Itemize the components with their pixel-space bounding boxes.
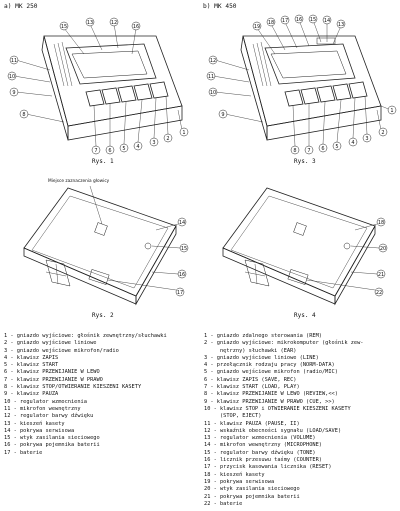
figure-2-callouts — [176, 218, 188, 296]
figure-b-header: b) MK 450 — [203, 3, 237, 10]
legend-item: 12 - regulator barwy dźwięku — [4, 413, 94, 420]
legend-item: 7 - klawisz START (LOAD, PLAY) — [204, 384, 300, 391]
callout: 15 — [309, 17, 317, 23]
callout: 11 — [10, 58, 18, 64]
callout: 7 — [307, 148, 311, 154]
callout: 16 — [295, 17, 303, 23]
callout: 3 — [152, 140, 156, 146]
legend-item: 9 - klawisz PRZEWIJANIE W PRAWO (CUE, >>) — [204, 398, 335, 405]
legend-item: 11 - mikrofon wewnętrzny — [4, 405, 81, 412]
callout: 8 — [22, 112, 26, 118]
figure-2-drawing — [6, 168, 196, 318]
callout: 9 — [221, 112, 225, 118]
figure-3-drawing — [205, 14, 397, 164]
figure-a-header: a) MK 250 — [4, 3, 38, 10]
figure-4-callouts — [375, 218, 387, 296]
legend-item: 1 - gniazdo zdalnego sterowania (REM) — [204, 333, 322, 339]
legend-item: 1 - gniazdo wyjściowe: głośnik zewnętrzny/słuchawki — [4, 333, 167, 339]
callout: 8 — [293, 148, 297, 154]
callout: 13 — [337, 22, 345, 28]
callout: 12 — [110, 20, 118, 26]
callout: 5 — [122, 146, 126, 152]
figure-3-caption: Rys. 3 — [294, 158, 316, 165]
legend-item: 15 - regulator barwy dźwięku (TONE) — [204, 449, 316, 456]
callout: 4 — [351, 140, 355, 146]
legend-item: 3 - gniazdo wejściowe mikrofon/radio — [4, 347, 119, 354]
callout: 21 — [377, 272, 385, 278]
callout: 15 — [60, 24, 68, 30]
legend-left — [4, 333, 200, 457]
callout: 1 — [182, 130, 186, 136]
legend-item: 4 - klawisz ZAPIS — [4, 354, 59, 361]
legend-item: 18 - kieszeń kasety — [204, 471, 265, 478]
legend-item: 8 - klawisz STOP/OTWIERANIE KIESZENI KASETY — [4, 384, 142, 391]
figure-1-callouts — [8, 18, 188, 154]
figure-4-caption: Rys. 4 — [294, 312, 316, 319]
legend-item: 9 - klawisz PAUZA — [4, 391, 59, 398]
legend-item: 14 - pokrywa serwisowa — [4, 427, 75, 434]
callout: 7 — [94, 148, 98, 154]
legend-item: 22 - baterie — [204, 500, 243, 507]
legend-item: 12 - wskaźnik obecności sygnału (LOAD/SAVE) — [204, 427, 342, 434]
cassette-recorder-body-1 — [42, 36, 182, 140]
callout: 1 — [390, 108, 394, 114]
legend-item: 10 - regulator wzmocnienia — [4, 398, 87, 405]
callout: 18 — [377, 220, 385, 226]
callout: 16 — [132, 24, 140, 30]
callout: 5 — [335, 144, 339, 150]
cassette-recorder-body-3 — [241, 36, 381, 140]
legend-item: 19 - pokrywa serwisowa — [204, 478, 275, 485]
callout: 11 — [207, 74, 215, 80]
figure-1-caption: Rys. 1 — [92, 158, 114, 165]
legend-item: 16 - pokrywa pojemnika baterii — [4, 442, 100, 449]
callout: 22 — [375, 290, 383, 296]
callout: 3 — [365, 136, 369, 142]
callout: 10 — [209, 90, 217, 96]
callout: 14 — [323, 18, 331, 24]
callout: 10 — [8, 74, 16, 80]
callout: 6 — [321, 146, 325, 152]
legend-item: 7 - klawisz PRZEWIJANIE W PRAWO — [4, 376, 103, 383]
legend-item: (STOP, EJECT) — [204, 413, 262, 420]
legend-item: 5 - klawisz START — [4, 362, 59, 369]
legend-item: nętrzny) słuchawki (EAR) — [204, 347, 297, 354]
callout: 17 — [176, 290, 184, 296]
legend-item: 2 - gniazdo wyjściowe liniowe — [4, 340, 97, 347]
callout: 14 — [178, 220, 186, 226]
callout: 15 — [180, 246, 188, 252]
callout: 2 — [166, 136, 170, 142]
legend-item: 15 - wtyk zasilania sieciowego — [4, 435, 100, 442]
callout: 6 — [108, 148, 112, 154]
callout: 16 — [178, 272, 186, 278]
legend-item: 14 - mikrofon wewnętrzny (MICROPHONE) — [204, 442, 322, 449]
legend-item: 8 - klawisz PRZEWIJANIE W LEWO (REVIEW,<<) — [204, 391, 338, 398]
legend-item: 2 - gniazdo wyjściowe: mikrokomputer (głośnik zew- — [204, 340, 364, 347]
legend-item: 17 - przycisk kasowania licznika (RESET) — [204, 464, 332, 471]
callout: 13 — [86, 20, 94, 26]
callout: 2 — [381, 130, 385, 136]
legend-item: 10 - klawisz STOP i OTWIERANIE KIESZENI KASETY — [204, 405, 351, 412]
legend-item: 6 - klawisz PRZEWIJANIE W LEWO — [4, 369, 100, 376]
callout: 17 — [281, 18, 289, 24]
figure-2-note: Miejsce zaznaczenia głowicy — [48, 179, 110, 184]
legend-item: 21 - pokrywa pojemnika baterii — [204, 493, 300, 500]
callout: 20 — [379, 246, 387, 252]
legend-right — [204, 333, 398, 508]
legend-item: 17 - baterie — [4, 449, 43, 456]
legend-item: 13 - kieszeń kasety — [4, 420, 65, 427]
legend-item: 16 - licznik przesuwu taśmy (COUNTER) — [204, 457, 322, 464]
legend-item: 5 - gniazdo wejściowe mikrofon (radio/MIC) — [204, 369, 338, 376]
legend-item: 20 - wtyk zasilania sieciowego — [204, 486, 300, 493]
legend-item: 6 - klawisz ZAPIS (SAVE, REC) — [204, 376, 297, 383]
figure-4-drawing — [205, 168, 397, 318]
legend-item: 11 - klawisz PAUZA (PAUSE, II) — [204, 420, 300, 427]
callout: 18 — [267, 20, 275, 26]
callout: 12 — [209, 58, 217, 64]
legend-item: 13 - regulator wzmocnienia (VOLUME) — [204, 435, 316, 442]
legend-item: 3 - gniazdo wyjściowe liniowe (LINE) — [204, 354, 319, 361]
callout: 9 — [12, 90, 16, 96]
figure-2-caption: Rys. 2 — [92, 312, 114, 319]
legend-item: 4 - przełącznik rodzaju pracy (NORM-DATA) — [204, 362, 335, 369]
figure-1-drawing — [6, 14, 196, 164]
callout: 19 — [253, 24, 261, 30]
callout: 4 — [136, 144, 140, 150]
